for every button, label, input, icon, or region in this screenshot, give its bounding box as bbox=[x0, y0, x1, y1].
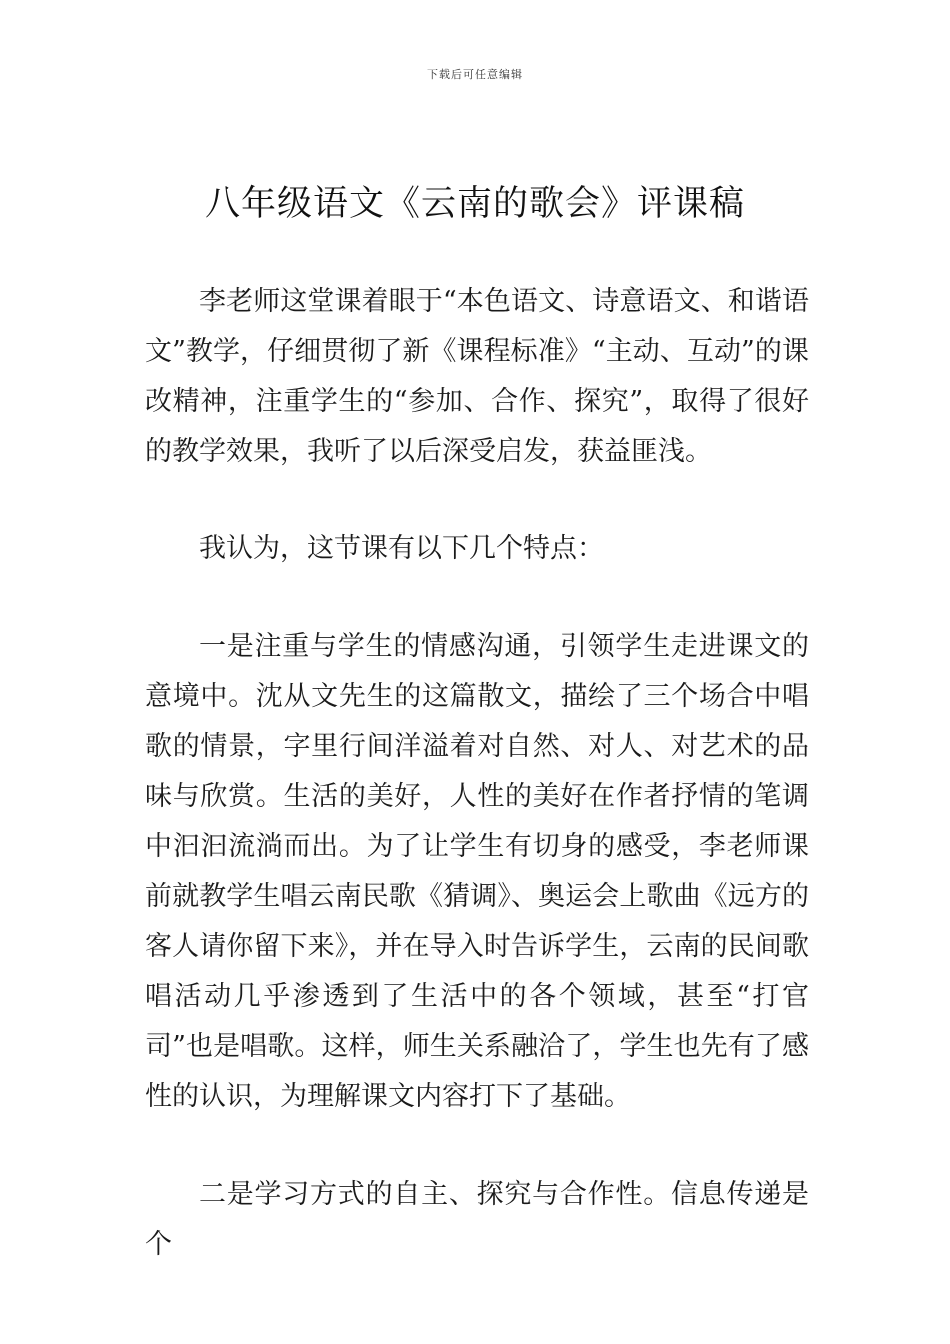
paragraph-point-two: 二是学习方式的自主、探究与合作性。信息传递是个 bbox=[145, 1179, 809, 1260]
paragraph-intro: 李老师这堂课着眼于“本色语文、诗意语文、和谐语文”教学，仔细贯彻了新《课程标准》“主动、互动”的课改精神，注重学生的“参加、合作、探究”，取得了很好的教学效果，我听了以后深受启发，获益匪浅。 bbox=[145, 286, 809, 467]
paragraph-features-lead: 我认为，这节课有以下几个特点： bbox=[199, 533, 604, 564]
page-title: 八年级语文《云南的歌会》评课稿 bbox=[204, 184, 745, 224]
paragraph-point-one: 一是注重与学生的情感沟通，引领学生走进课文的意境中。沈从文先生的这篇散文，描绘了三个场合中唱歌的情景，字里行间洋溢着对自然、对人、对艺术的品味与欣赏。生活的美好，人性的美好在作者抒情的笔调中汩汩流淌而出。为了让学生有切身的感受，李老师课前就教学生唱云南民歌《猜调》、奥运会上歌曲《远方的客人请你留下来》，并在导入时告诉学生，云南的民间歌唱活动几乎渗透到了生活中的各个领域，甚至“打官司”也是唱歌。这样，师生关系融洽了，学生也先有了感性的认识，为理解课文内容打下了基础。 bbox=[145, 631, 809, 1112]
header-note: 下载后可任意编辑 bbox=[427, 68, 523, 81]
